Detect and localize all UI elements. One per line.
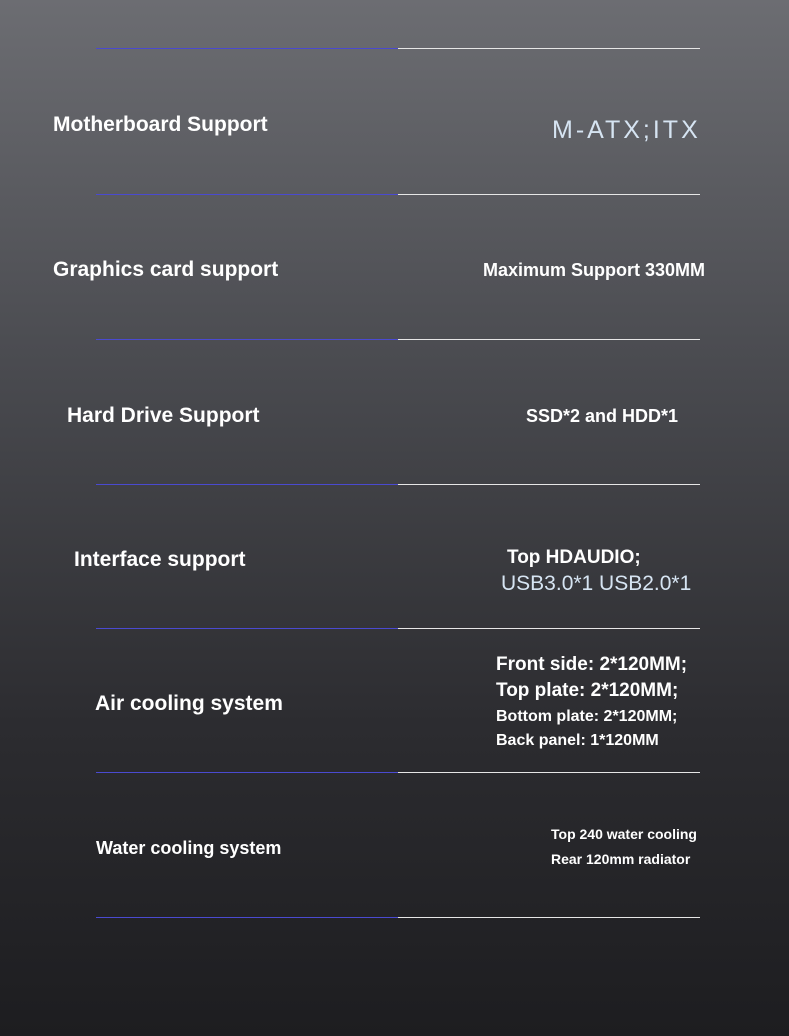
spec-label-interface: Interface support [74, 548, 246, 571]
spec-label-hard-drive: Hard Drive Support [67, 404, 260, 427]
spec-value-interface-line-1: Top HDAUDIO; [507, 547, 641, 568]
divider [96, 48, 700, 49]
divider [96, 484, 700, 485]
spec-value-water-cooling-line-1: Top 240 water cooling [551, 826, 697, 842]
spec-label-graphics-card: Graphics card support [53, 258, 279, 281]
spec-value-water-cooling-line-2: Rear 120mm radiator [551, 851, 691, 867]
spec-value-graphics-card: Maximum Support 330MM [483, 260, 706, 280]
spec-value-air-cooling-line-4: Back panel: 1*120MM [496, 732, 659, 749]
spec-value-air-cooling-line-2: Top plate: 2*120MM; [496, 680, 679, 701]
spec-value-air-cooling-line-3: Bottom plate: 2*120MM; [496, 708, 678, 725]
spec-label-motherboard: Motherboard Support [53, 113, 268, 136]
spec-value-hard-drive: SSD*2 and HDD*1 [526, 406, 679, 426]
spec-label-air-cooling: Air cooling system [95, 692, 283, 715]
spec-label-water-cooling: Water cooling system [96, 838, 282, 858]
divider [96, 917, 700, 918]
divider [96, 339, 700, 340]
divider [96, 772, 700, 773]
divider [96, 628, 700, 629]
divider [96, 194, 700, 195]
spec-value-interface-line-2: USB3.0*1 USB2.0*1 [501, 572, 692, 595]
spec-value-motherboard: M-ATX;ITX [552, 116, 701, 144]
spec-value-air-cooling-line-1: Front side: 2*120MM; [496, 654, 688, 675]
